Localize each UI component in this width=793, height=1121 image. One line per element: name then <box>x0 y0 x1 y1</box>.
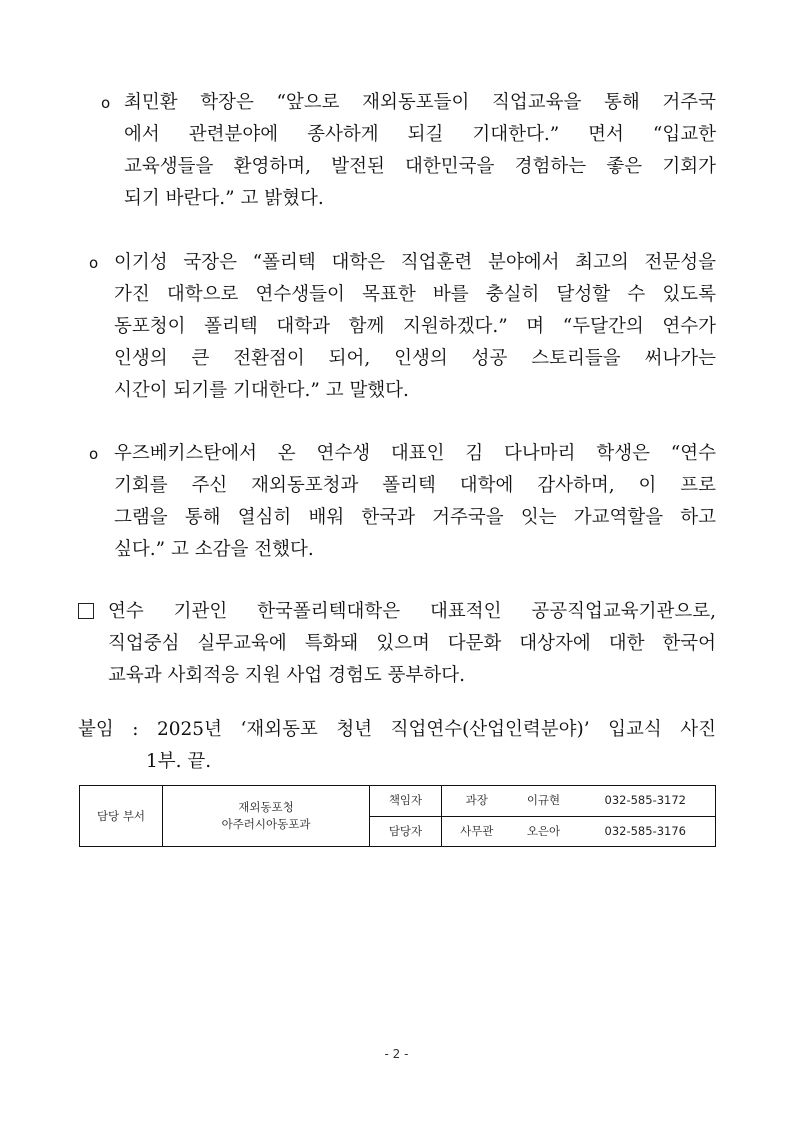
dept-name-line: 아주러시아동포과 <box>221 817 311 831</box>
text-line: 최민환 학장은 “앞으로 재외동포들이 직업교육을 통해 거주국 <box>124 92 716 113</box>
text-line: 교육생들을 환영하며, 발전된 대한민국을 경험하는 좋은 기회가 <box>124 156 716 177</box>
text-line: 싶다.” 고 소감을 전했다. <box>114 539 314 560</box>
text-line: 시간이 되기를 기대한다.” 고 말했다. <box>114 380 409 401</box>
dept-name-line: 재외동포청 <box>238 800 294 814</box>
dept-label-cell: 담당 부서 <box>80 786 163 847</box>
text-line: 이기성 국장은 “폴리텍 대학은 직업훈련 분야에서 최고의 전문성을 <box>114 252 716 273</box>
phone-cell: 032-585-3176 <box>576 816 716 847</box>
text-line: 기회를 주신 재외동포청과 폴리텍 대학에 감사하며, 이 프로 <box>114 475 716 496</box>
role-cell: 담당자 <box>370 816 442 847</box>
attachment-line: 붙임 : 2025년 ‘재외동포 청년 직업연수(산업인력분야)’ 입교식 사진 <box>78 719 716 740</box>
bullet-marker: o <box>89 445 99 463</box>
text-line: 인생의 큰 전환점이 되어, 인생의 성공 스토리들을 써나가는 <box>114 348 716 369</box>
text-line: 그램을 통해 열심히 배워 한국과 거주국을 잇는 가교역할을 하고 <box>114 507 716 528</box>
text-line: 교육과 사회적응 지원 사업 경험도 풍부하다. <box>108 665 465 686</box>
bullet-marker: o <box>101 94 111 112</box>
attachment-line: 1부. 끝. <box>146 751 212 772</box>
text-line: 연수 기관인 한국폴리텍대학은 대표적인 공공직업교육기관으로, <box>108 601 716 622</box>
text-line: 직업중심 실무교육에 특화돼 있으며 다문화 대상자에 대한 한국어 <box>108 633 716 654</box>
title-cell: 과장 <box>442 786 512 817</box>
title-cell: 사무관 <box>442 816 512 847</box>
text-line: 에서 관련분야에 종사하게 되길 기대한다.” 면서 “입교한 <box>124 124 716 145</box>
checkbox-square-icon <box>78 603 94 619</box>
text-line: 우즈베키스탄에서 온 연수생 대표인 김 다나마리 학생은 “연수 <box>114 443 716 464</box>
bullet-marker: o <box>89 254 99 272</box>
contact-table <box>79 785 716 847</box>
dept-name-cell <box>163 786 370 847</box>
text-line: 가진 대학으로 연수생들이 목표한 바를 충실히 달성할 수 있도록 <box>114 284 716 305</box>
role-cell: 책임자 <box>370 786 442 817</box>
text-line: 동포청이 폴리텍 대학과 함께 지원하겠다.” 며 “두달간의 연수가 <box>114 316 716 337</box>
text-line: 되기 바란다.” 고 밝혔다. <box>124 188 324 209</box>
name-cell: 오은아 <box>512 816 576 847</box>
page-number: - 2 - <box>384 1047 409 1061</box>
name-cell: 이규현 <box>512 786 576 817</box>
phone-cell: 032-585-3172 <box>576 786 716 817</box>
